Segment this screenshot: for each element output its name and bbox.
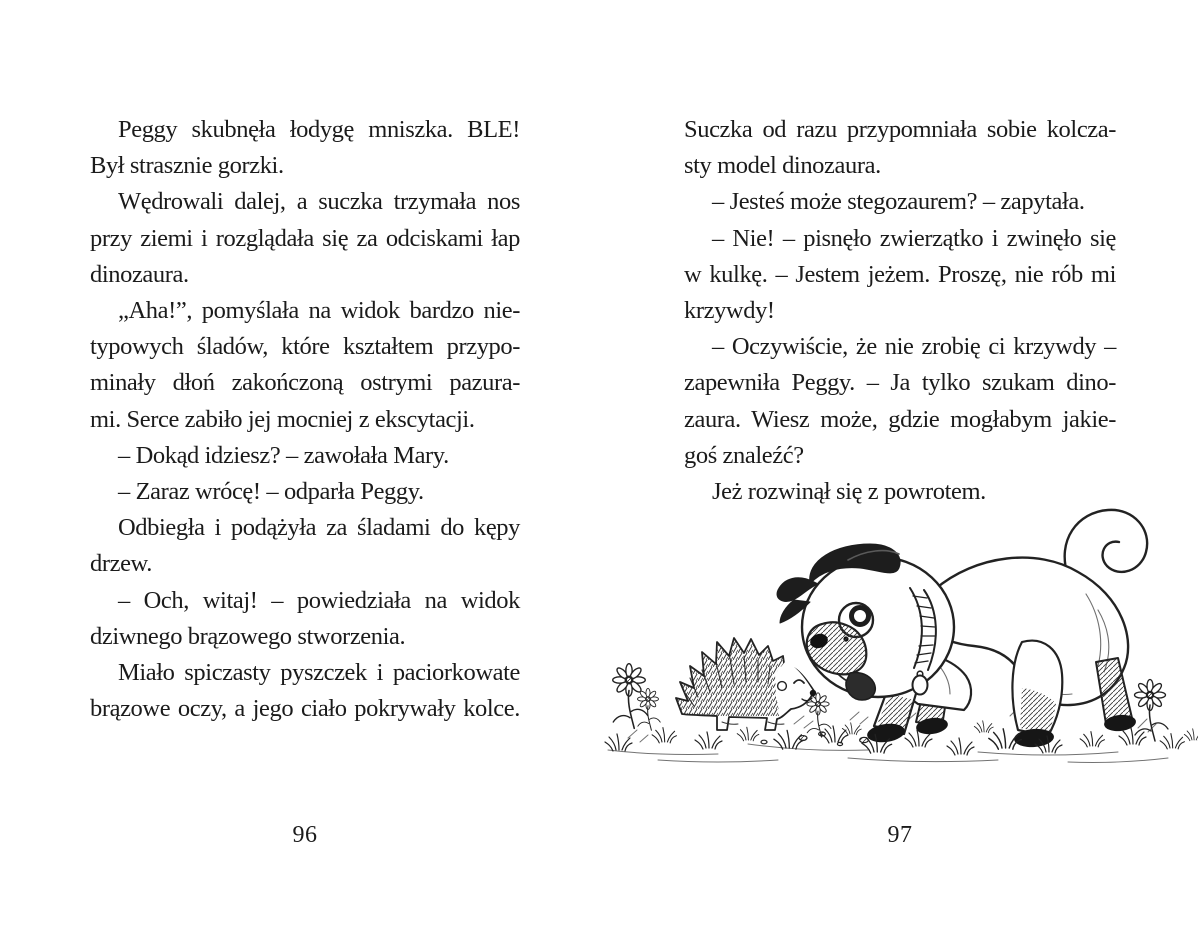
text-line: Miało spiczasty pyszczek i paciorkowate xyxy=(118,659,520,687)
text-line: – Nie! – pisnęło zwierzątko i zwinęło się xyxy=(712,224,1116,252)
pug-tail xyxy=(1065,510,1147,576)
text-line: typowych śladów, które kształtem przypo- xyxy=(90,333,520,361)
text-line: drzew. xyxy=(90,550,152,578)
right-page xyxy=(684,112,1116,510)
text-line: Był strasznie gorzki. xyxy=(90,152,284,180)
text-line: przy ziemi i rozglądała się za odciskami łap xyxy=(90,224,520,252)
text-line: – Och, witaj! – powiedziała na widok xyxy=(118,586,520,614)
pug-hind-leg-far xyxy=(1096,658,1137,733)
pug-illustration xyxy=(777,510,1147,748)
text-line: minały dłoń zakończoną ostrymi pazura- xyxy=(90,369,520,397)
page-number-right: 97 xyxy=(887,822,913,848)
text-line: krzywdy! xyxy=(684,297,775,325)
hedgehog-nose xyxy=(810,690,816,696)
text-line: – Zaraz wrócę! – odparła Peggy. xyxy=(118,478,424,506)
hedgehog-ear xyxy=(778,682,787,691)
text-line: zaura. Wiesz może, gdzie mogłabym jakie- xyxy=(684,405,1116,433)
text-line: brązowe oczy, a jego ciało pokrywały kolce. xyxy=(90,695,520,723)
pug-hind-leg-near xyxy=(1012,641,1062,749)
text-line: mi. Serce zabiło jej mocniej z ekscytacji. xyxy=(90,405,475,433)
text-line: Peggy skubnęła łodygę mniszka. BLE! xyxy=(118,116,520,143)
text-line: Odbiegła i podążyła za śladami do kępy xyxy=(118,514,520,542)
text-line: sty model dinozaura. xyxy=(684,152,881,180)
text-line: goś znaleźć? xyxy=(684,441,804,469)
text-line: Wędrowali dalej, a suczka trzymała nos xyxy=(118,188,520,216)
left-page xyxy=(90,112,520,727)
text-line: Jeż rozwinął się z powrotem. xyxy=(712,478,986,506)
daisy-right xyxy=(1135,680,1169,742)
text-line: w kulkę. – Jestem jeżem. Proszę, nie rób mi xyxy=(684,260,1116,288)
page-number-left: 96 xyxy=(292,822,318,848)
text-line: – Jesteś może stegozaurem? – zapytała. xyxy=(712,188,1085,216)
pug-and-hedgehog-illustration xyxy=(598,492,1198,782)
hedgehog-illustration xyxy=(676,638,816,730)
text-line: – Dokąd idziesz? – zawołała Mary. xyxy=(118,441,449,469)
text-line: „Aha!”, pomyślała na widok bardzo nie- xyxy=(118,297,520,325)
pug-collar-tag xyxy=(913,676,928,695)
text-line: zapewniła Peggy. – Ja tylko szukam dino- xyxy=(684,369,1116,397)
text-line: – Oczywiście, że nie zrobię ci krzywdy – xyxy=(712,333,1116,361)
pug-iris xyxy=(852,608,869,625)
text-line: Suczka od razu przypomniała sobie kolcza- xyxy=(684,116,1116,143)
text-line: dziwnego brązowego stworzenia. xyxy=(90,622,406,650)
text-line: dinozaura. xyxy=(90,260,189,288)
